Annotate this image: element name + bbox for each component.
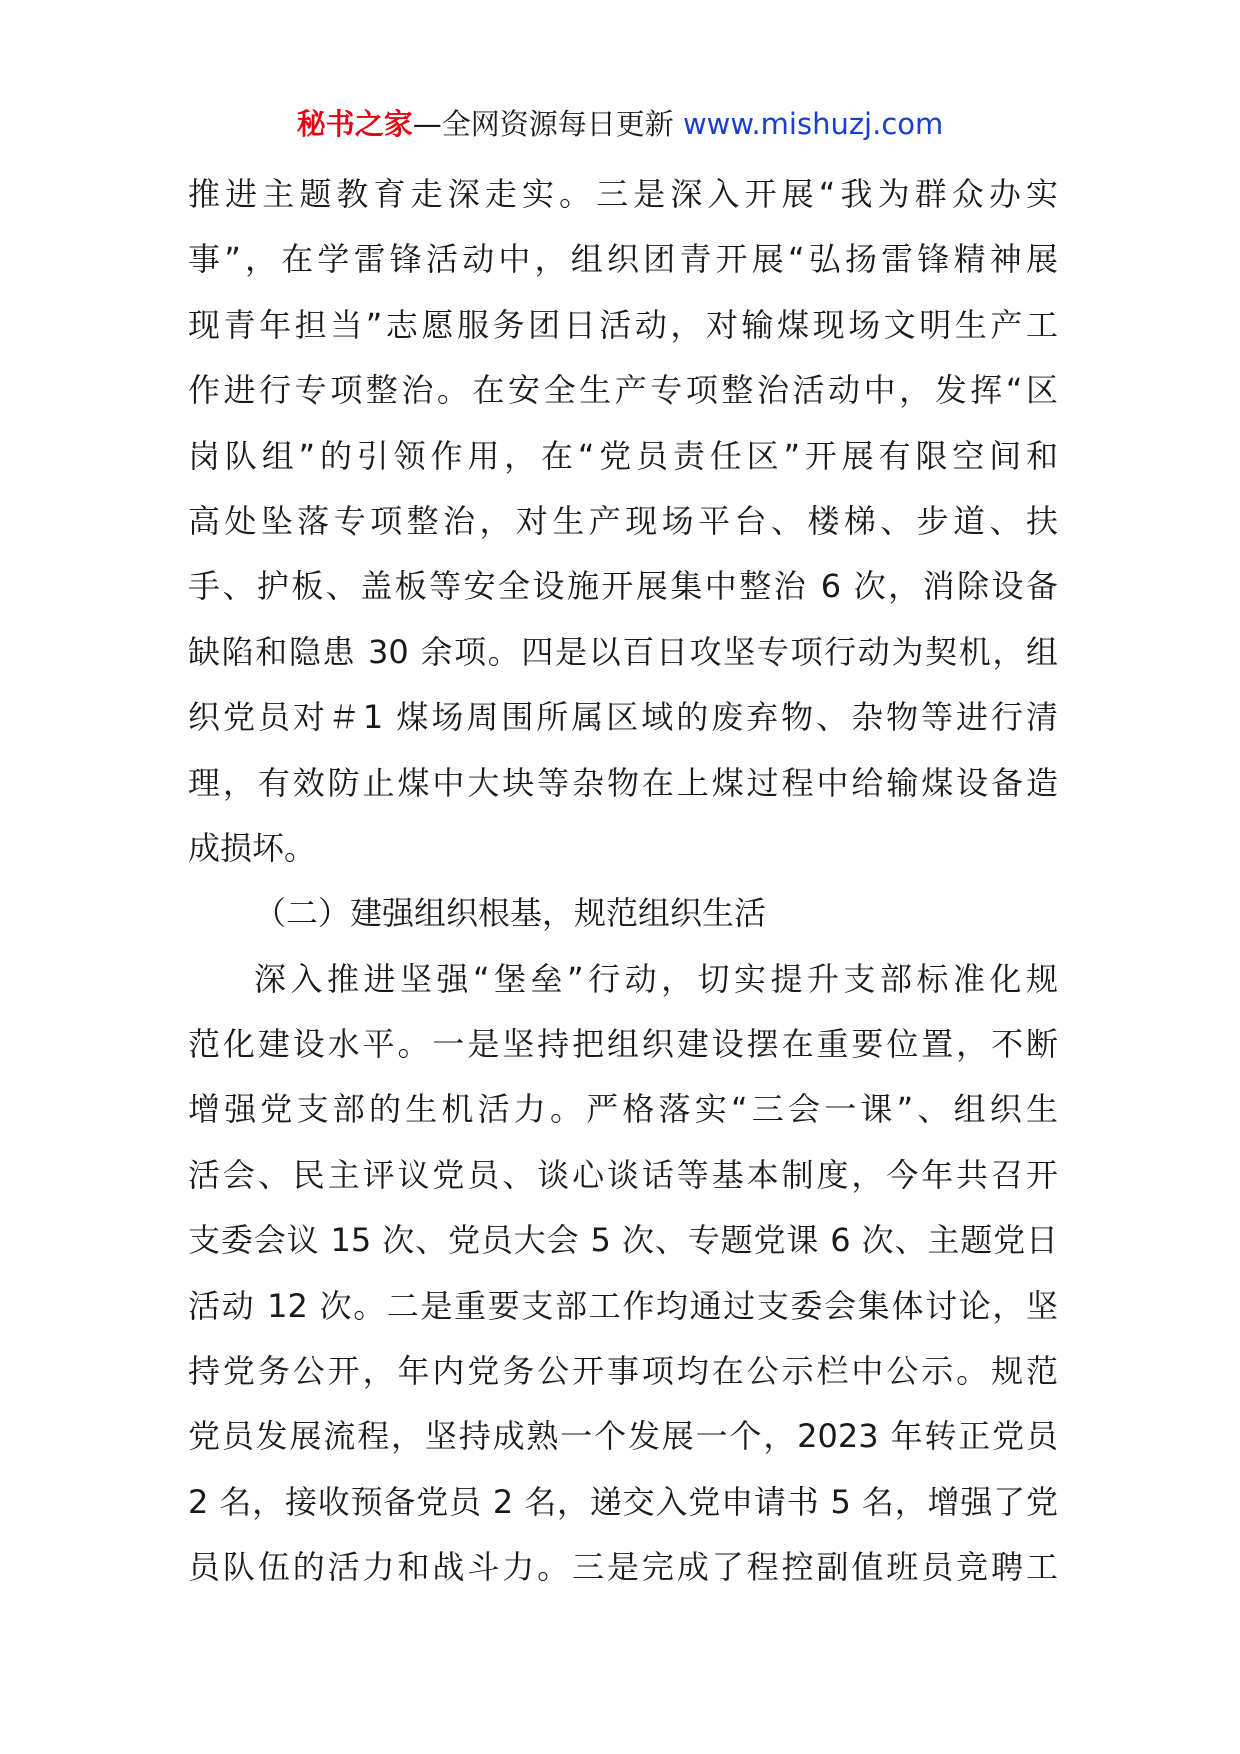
section-heading: （二）建强组织根基，规范组织生活 [254,894,767,933]
text-line: 高处坠落专项整治，对生产现场平台、楼梯、步道、扶 [188,501,1058,540]
text-line: 活动 12 次。二是重要支部工作均通过支委会集体讨论，坚 [188,1286,1058,1325]
text-line: 手、护板、盖板等安全设施开展集中整治 6 次，消除设备 [188,567,1058,606]
text-line: 事”，在学雷锋活动中，组织团青开展“弘扬雷锋精神展 [188,240,1058,279]
text-line: 活会、民主评议党员、谈心谈话等基本制度，今年共召开 [188,1155,1058,1194]
document-body [188,162,1058,1601]
text-line: 缺陷和隐患 30 余项。四是以百日攻坚专项行动为契机，组 [188,632,1058,671]
site-url-link[interactable]: www.mishuzj.com [682,107,944,141]
header-slogan: —全网资源每日更新 [412,107,674,141]
text-line: 深入推进坚强“堡垒”行动，切实提升支部标准化规 [254,959,1058,998]
site-header [0,104,1240,144]
text-line: 现青年担当”志愿服务团日活动，对输煤现场文明生产工 [188,305,1058,344]
text-line: 持党务公开，年内党务公开事项均在公示栏中公示。规范 [188,1352,1058,1391]
text-line: 员队伍的活力和战斗力。三是完成了程控副值班员竞聘工 [188,1548,1058,1587]
brand-name: 秘书之家 [296,107,413,141]
text-line: 支委会议 15 次、党员大会 5 次、专题党课 6 次、主题党日 [188,1221,1058,1260]
text-line: 织党员对＃1 煤场周围所属区域的废弃物、杂物等进行清 [188,698,1058,737]
text-line: 成损坏。 [188,828,317,867]
text-line: 增强党支部的生机活力。严格落实“三会一课”、组织生 [188,1090,1058,1129]
text-line: 推进主题教育走深走实。三是深入开展“我为群众办实 [188,175,1058,213]
text-line: 作进行专项整治。在安全生产专项整治活动中，发挥“区 [188,371,1058,410]
text-line: 岗队组”的引领作用，在“党员责任区”开展有限空间和 [188,436,1058,475]
text-line: 党员发展流程，坚持成熟一个发展一个，2023 年转正党员 [188,1417,1058,1456]
text-line: 2 名，接收预备党员 2 名，递交入党申请书 5 名，增强了党 [188,1482,1058,1521]
text-line: 理，有效防止煤中大块等杂物在上煤过程中给输煤设备造 [188,763,1058,802]
text-line: 范化建设水平。一是坚持把组织建设摆在重要位置，不断 [188,1025,1058,1064]
